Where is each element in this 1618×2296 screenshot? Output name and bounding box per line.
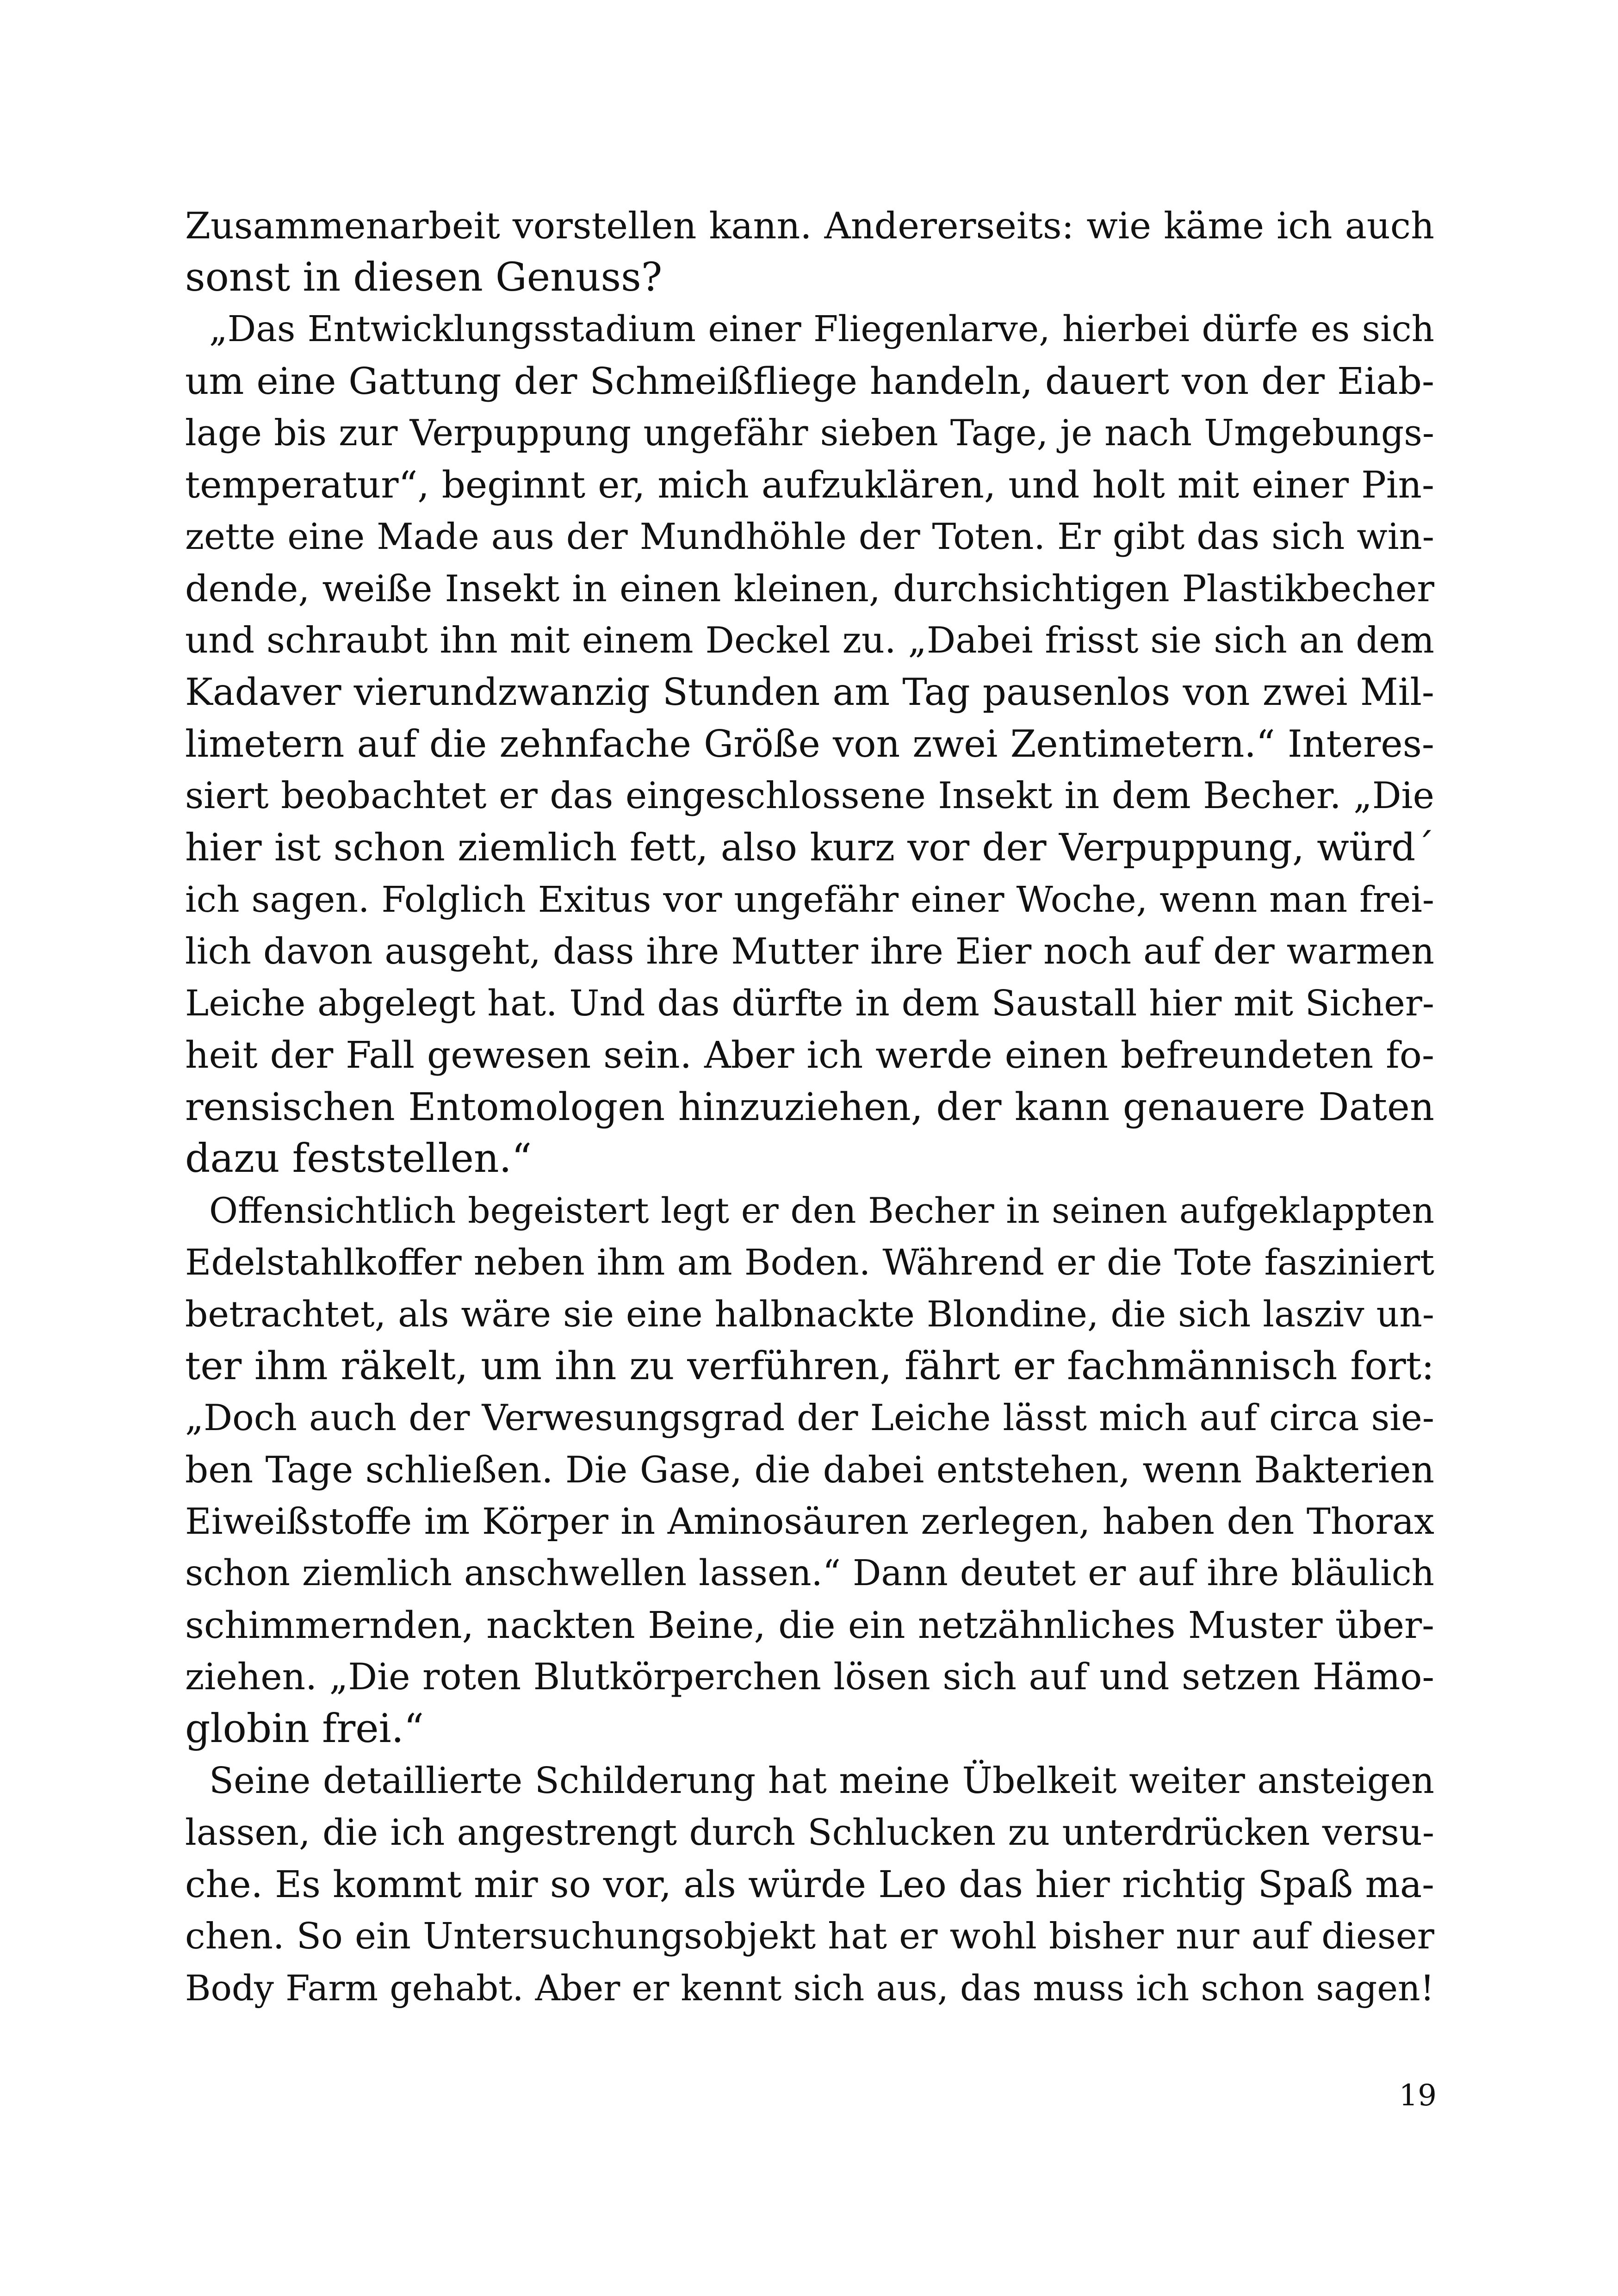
text-line: dende, weiße Insekt in einen kleinen, durchsichtigen Plastikbecher bbox=[185, 567, 1434, 610]
text-line: Seine detaillierte Schilderung hat meine Übelkeit weiter ansteigen bbox=[209, 1760, 1434, 1802]
text-line: lich davon ausgeht, dass ihre Mutter ihre Eier noch auf der warmen bbox=[185, 931, 1434, 972]
text-line: hier ist schon ziemlich fett, also kurz vor der Verpuppung, würd´ bbox=[185, 826, 1434, 870]
text-line: rensischen Entomologen hinzuziehen, der kann genauere Daten bbox=[185, 1085, 1434, 1129]
text-line: ich sagen. Folglich Exitus vor ungefähr einer Woche, wenn man frei- bbox=[185, 879, 1434, 921]
text-line: „Doch auch der Verwesungsgrad der Leiche lässt mich auf circa sie- bbox=[185, 1397, 1434, 1439]
text-line: um eine Gattung der Schmeißfliege handeln, dauert von der Eiab- bbox=[185, 360, 1434, 403]
text-line: schon ziemlich anschwellen lassen.“ Dann deutet er auf ihre bläulich bbox=[185, 1553, 1434, 1594]
text-line: und schraubt ihn mit einem Deckel zu. „Dabei frisst sie sich an dem bbox=[185, 620, 1434, 661]
text-line: chen. So ein Untersuchungsobjekt hat er wohl bisher nur auf dieser bbox=[185, 1916, 1434, 1957]
text-line: dazu feststellen.“ bbox=[185, 1136, 532, 1182]
text-line: temperatur“, beginnt er, mich aufzuklären, und holt mit einer Pin- bbox=[185, 463, 1434, 506]
text-line: ziehen. „Die roten Blutkörperchen lösen sich auf und setzen Hämo- bbox=[185, 1656, 1434, 1698]
text-line: zette eine Made aus der Mundhöhle der Toten. Er gibt das sich win- bbox=[185, 516, 1434, 558]
text-line: Leiche abgelegt hat. Und das dürfte in dem Saustall hier mit Sicher- bbox=[185, 983, 1434, 1024]
text-line: betrachtet, als wäre sie eine halbnackte Blondine, die sich lasziv un- bbox=[185, 1294, 1434, 1335]
text-line: sonst in diesen Genuss? bbox=[185, 255, 663, 300]
text-line: ben Tage schließen. Die Gase, die dabei entstehen, wenn Bakterien bbox=[185, 1449, 1434, 1491]
text-line: siert beobachtet er das eingeschlossene Insekt in dem Becher. „Die bbox=[185, 775, 1434, 817]
body-text bbox=[185, 200, 1434, 2014]
text-line: lage bis zur Verpuppung ungefähr sieben Tage, je nach Umgebungs- bbox=[185, 412, 1434, 454]
text-line: heit der Fall gewesen sein. Aber ich werde einen befreundeten fo- bbox=[185, 1033, 1434, 1076]
text-line: che. Es kommt mir so vor, als würde Leo das hier richtig Spaß ma- bbox=[185, 1863, 1434, 1906]
text-line: Edelstahlkoffer neben ihm am Boden. Während er die Tote fasziniert bbox=[185, 1242, 1434, 1283]
page-number: 19 bbox=[1399, 2078, 1437, 2113]
text-line: Eiweißstoffe im Körper in Aminosäuren zerlegen, haben den Thorax bbox=[185, 1501, 1434, 1543]
text-line: Zusammenarbeit vorstellen kann. Andererseits: wie käme ich auch bbox=[185, 205, 1434, 247]
text-line: Body Farm gehabt. Aber er kennt sich aus, das muss ich schon sagen! bbox=[185, 1968, 1434, 2009]
text-line: Offensichtlich begeistert legt er den Becher in seinen aufgeklappten bbox=[209, 1190, 1434, 1231]
text-line: ter ihm räkelt, um ihn zu verführen, fährt er fachmännisch fort: bbox=[185, 1344, 1434, 1388]
text-line: schimmernden, nackten Beine, die ein netzähnliches Muster über- bbox=[185, 1604, 1434, 1647]
text-line: lassen, die ich angestrengt durch Schlucken zu unterdrücken versu- bbox=[185, 1812, 1434, 1854]
text-line: globin frei.“ bbox=[185, 1706, 424, 1752]
text-line: limetern auf die zehnfache Größe von zwei Zentimetern.“ Interes- bbox=[185, 722, 1434, 765]
text-line: Kadaver vierundzwanzig Stunden am Tag pausenlos von zwei Mil- bbox=[185, 671, 1434, 714]
text-line: „Das Entwicklungsstadium einer Fliegenlarve, hierbei dürfe es sich bbox=[209, 309, 1434, 350]
